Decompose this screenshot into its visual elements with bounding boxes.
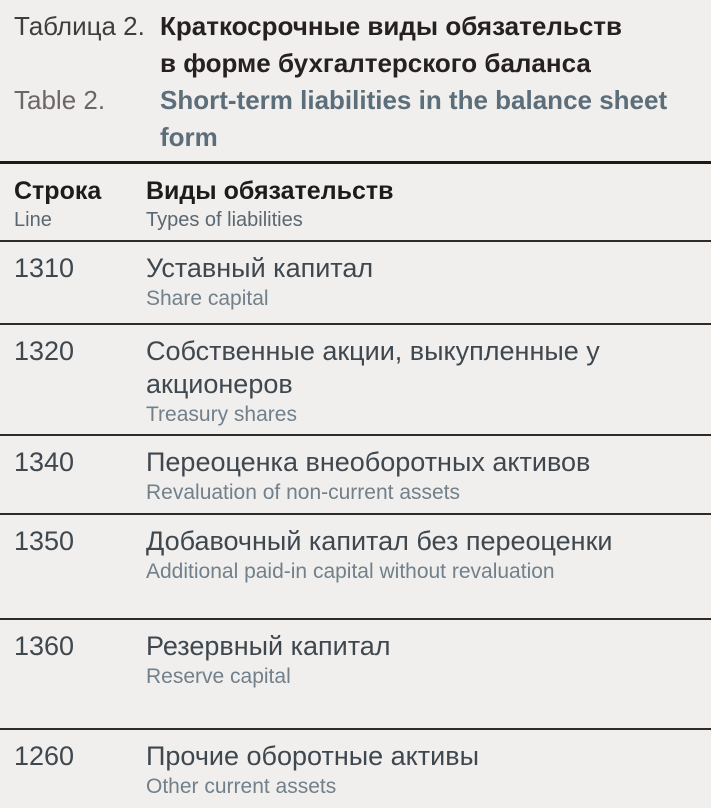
row-code-cell (0, 324, 146, 435)
row-desc-cell (146, 514, 711, 619)
row-subtitle-en: Reserve capital (146, 665, 291, 688)
row-code: 1360 (14, 631, 75, 661)
liabilities-table (0, 161, 711, 808)
table-row (0, 435, 711, 514)
table-row (0, 729, 711, 808)
row-desc-cell (146, 619, 711, 729)
header-types-ru: Виды обязательств (146, 177, 394, 205)
caption-title-en-line2: form (160, 122, 218, 152)
caption-title-ru-line1: Краткосрочные виды обязательств (160, 11, 622, 41)
row-code: 1320 (14, 336, 75, 366)
row-subtitle-en: Treasury shares (146, 403, 297, 426)
table-caption (0, 8, 711, 156)
header-line-ru: Строка (14, 177, 102, 205)
caption-spacer (14, 119, 160, 156)
caption-title-en-line1: Short-term liabilities in the balance sheet (160, 85, 668, 115)
row-code-cell (0, 241, 146, 324)
row-title-ru: Уставный капитал (146, 253, 374, 283)
row-code-cell (0, 619, 146, 729)
row-code-cell (0, 729, 146, 808)
row-code: 1340 (14, 447, 75, 477)
header-types-column (146, 163, 711, 242)
row-desc-cell (146, 324, 711, 435)
row-title-ru: Прочие оборотные активы (146, 741, 479, 771)
header-line-column (0, 163, 146, 242)
row-code-cell (0, 435, 146, 514)
row-subtitle-en: Additional paid-in capital without revaluation (146, 560, 555, 583)
row-title-ru: Переоценка внеоборотных активов (146, 447, 591, 477)
row-subtitle-en: Share capital (146, 287, 269, 310)
table-header-row (0, 163, 711, 242)
caption-label-en: Table 2. (14, 85, 106, 115)
row-code: 1350 (14, 526, 75, 556)
row-subtitle-en: Revaluation of non-current assets (146, 481, 461, 504)
row-code: 1310 (14, 253, 75, 283)
caption-spacer (14, 45, 160, 82)
row-code-cell (0, 514, 146, 619)
table-row (0, 619, 711, 729)
row-code: 1260 (14, 741, 75, 771)
row-title-ru: Собственные акции, выкупленные у акционеров (146, 336, 600, 399)
table-row (0, 241, 711, 324)
row-title-ru: Резервный капитал (146, 631, 391, 661)
table-row (0, 324, 711, 435)
header-line-en: Line (14, 209, 52, 231)
caption-label-ru: Таблица 2. (14, 11, 145, 41)
header-types-en: Types of liabilities (146, 209, 303, 231)
row-subtitle-en: Other current assets (146, 775, 337, 798)
row-desc-cell (146, 241, 711, 324)
table-row (0, 514, 711, 619)
caption-title-ru-line2: в форме бухгалтерского баланса (160, 48, 591, 78)
row-title-ru: Добавочный капитал без переоценки (146, 526, 613, 556)
row-desc-cell (146, 729, 711, 808)
row-desc-cell (146, 435, 711, 514)
